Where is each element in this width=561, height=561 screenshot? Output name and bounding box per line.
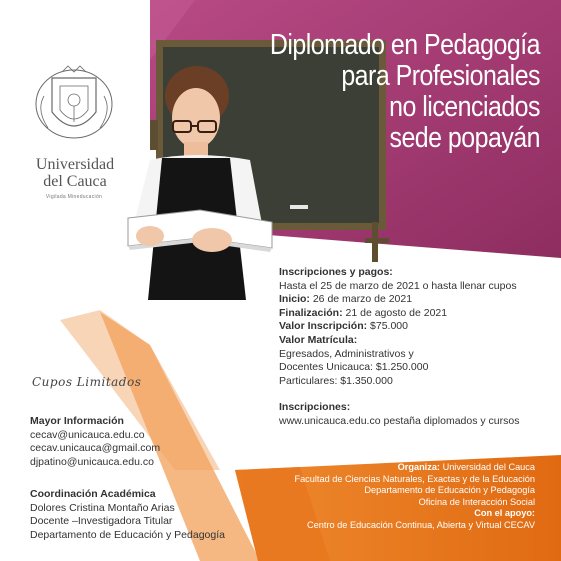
inscripciones-web-label: Inscripciones: [279, 401, 351, 414]
coordination-line: Docente –Investigadora Titular [30, 515, 173, 528]
footer-organizers [270, 462, 535, 532]
apoyo-label: Con el apoyo: [474, 508, 535, 519]
email-link[interactable]: cecav.unicauca@gmail.com [30, 442, 161, 455]
university-name-line-2: del Cauca [43, 173, 107, 190]
title-line-3: no licenciados [389, 91, 540, 123]
finalizacion-label: Finalización: [279, 306, 343, 319]
title-line-4: sede popayán [389, 122, 540, 154]
coordination-line: Dolores Cristina Montaño Arias [30, 501, 175, 514]
title-line-2: para Profesionales [341, 60, 540, 92]
organiza-value: Universidad del Cauca [442, 462, 535, 472]
valor-inscripcion-value: $75.000 [370, 320, 408, 333]
matricula-line-1: Egresados, Administrativos y [279, 347, 414, 360]
university-name-line-1: Universidad [35, 156, 115, 173]
valor-matricula-label: Valor Matrícula: [279, 333, 358, 346]
footer-line: Departamento de Educación y Pedagogía [364, 485, 535, 496]
matricula-line-3: Particulares: $1.350.000 [279, 374, 393, 387]
valor-inscripcion-label: Valor Inscripción: [279, 320, 368, 333]
footer-line: Oficina de Interacción Social [418, 496, 535, 507]
title-line-1: Diplomado en Pedagogía [269, 29, 540, 61]
coordination-line: Departamento de Educación y Pedagogía [30, 528, 225, 541]
info-block [279, 266, 549, 429]
university-crest-logo [36, 66, 112, 138]
matricula-line-2: Docentes Unicauca: $1.250.000 [279, 361, 429, 374]
inscripciones-value: Hasta el 25 de marzo de 2021 o hasta llenar cupos [279, 279, 517, 292]
university-name [20, 156, 130, 190]
cupos-limitados: Cupos Limitados [32, 375, 142, 389]
coordination-heading: Coordinación Académica [30, 488, 156, 500]
coordination-block [30, 488, 270, 542]
contact-heading: Mayor Información [30, 415, 124, 427]
university-tagline: Vigilada Mineducación [45, 194, 103, 200]
inscripciones-label: Inscripciones y pagos: [279, 266, 393, 278]
footer-line: Facultad de Ciencias Naturales, Exactas y de la Educación [294, 473, 535, 484]
footer-line: Centro de Educación Continua, Abierta y Virtual CECAV [307, 519, 535, 530]
inscripciones-web-value[interactable]: www.unicauca.edu.co pestaña diplomados y cursos [279, 414, 520, 427]
finalizacion-value: 21 de agosto de 2021 [345, 306, 448, 319]
inicio-value: 26 de marzo de 2021 [312, 293, 413, 306]
email-link[interactable]: cecav@unicauca.edu.co [30, 428, 145, 441]
page-title [248, 30, 540, 154]
inicio-label: Inicio: [279, 293, 310, 306]
email-link[interactable]: djpatino@unicauca.edu.co [30, 455, 154, 468]
organiza-label: Organiza: [397, 462, 440, 472]
contact-block [30, 415, 260, 469]
